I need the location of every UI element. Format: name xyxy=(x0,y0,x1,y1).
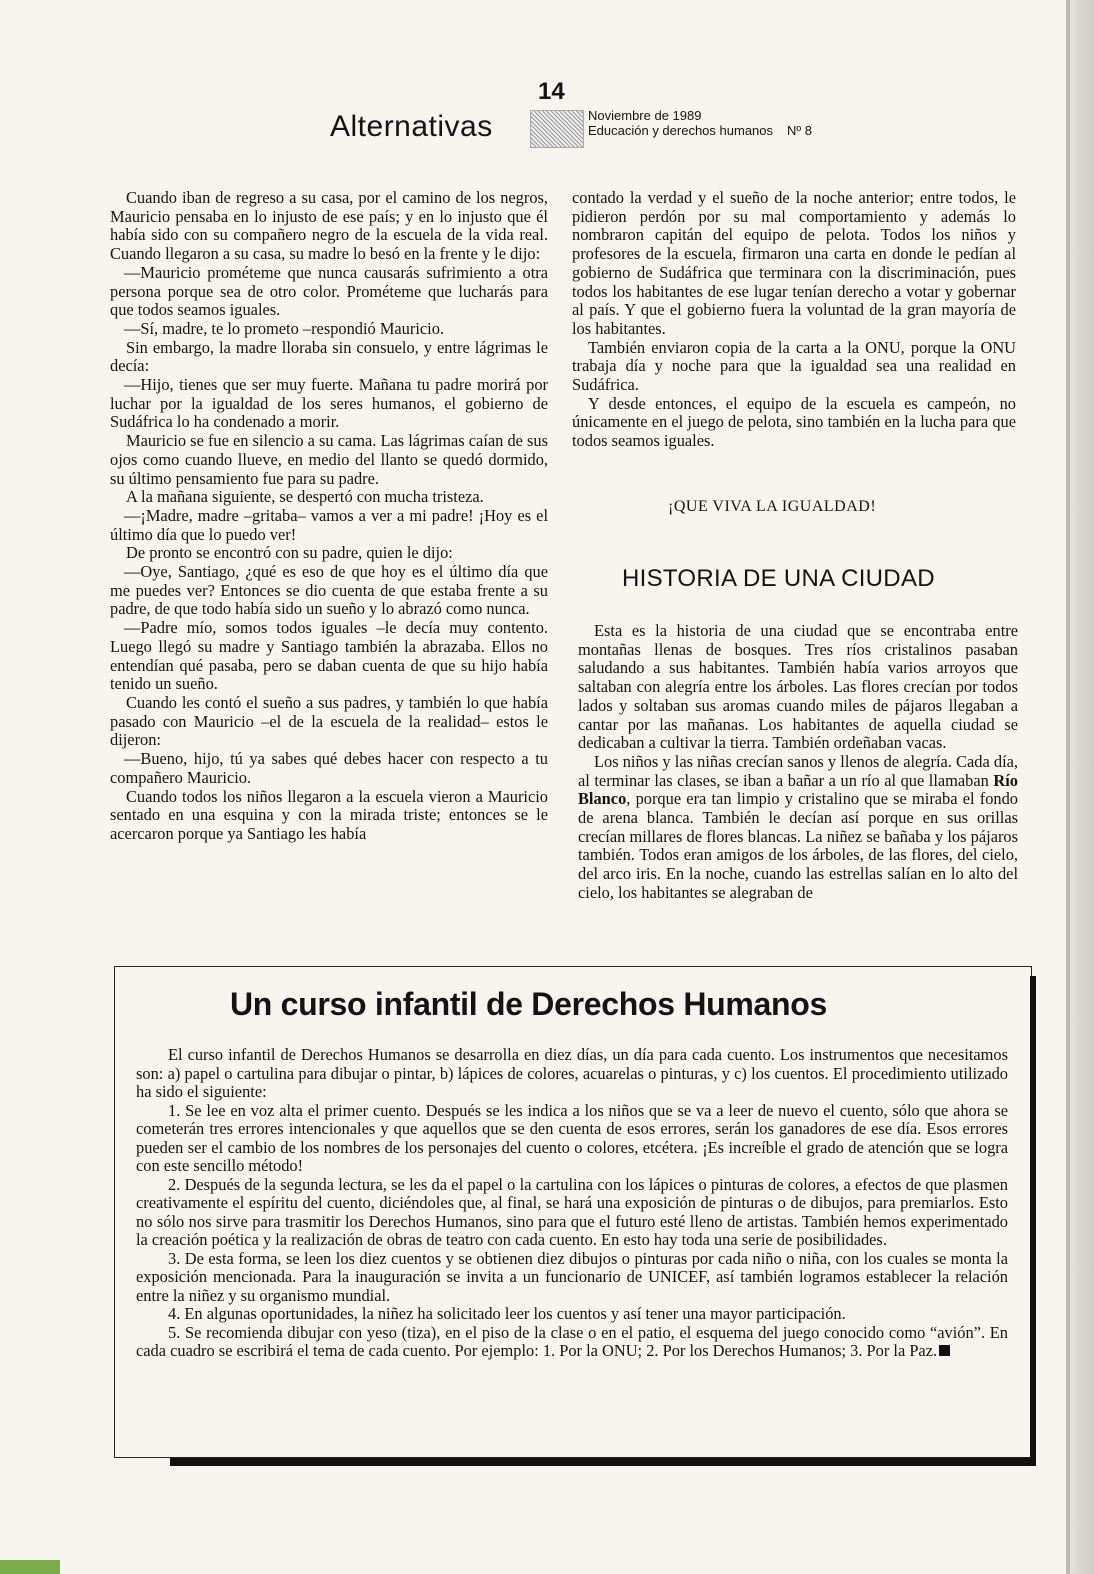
course-text: 5. Se recomienda dibujar con yeso (tiza), en el piso de la clase o en el patio, el esquema del juego conocido como “avión”. En cada cuadro se escribirá el tema de cada cuento. Por ejemplo: 1. Por la ONU; 2. Por los Derechos Humanos; 3. Por la Paz. xyxy=(136,1322,1008,1360)
city-story-column xyxy=(578,622,1018,903)
course-paragraph xyxy=(136,1324,1008,1361)
binding-strip xyxy=(0,1560,60,1574)
story-paragraph: —Sí, madre, te lo prometo –respondió Mauricio. xyxy=(124,318,445,338)
masthead-info xyxy=(588,108,812,138)
course-box-body xyxy=(136,1046,1008,1361)
story-paragraph: —Oye, Santiago, ¿qué es eso de que hoy es el último día que me puedes ver? Entonces se dio cuenta de que estaba frente a su padre, de que todo había sido un sueño y lo abrazó como nunca. xyxy=(110,562,548,619)
course-paragraph: 4. En algunas oportunidades, la niñez ha solicitado leer los cuentos y así tener una mayor participación. xyxy=(168,1304,846,1323)
end-mark-icon xyxy=(939,1345,950,1356)
page-edge xyxy=(1068,0,1094,1574)
story-paragraph: De pronto se encontró con su padre, quien le dijo: xyxy=(126,543,453,563)
course-paragraph: 2. Después de la segunda lectura, se les da el papel o la cartulina con los lápices o pinturas de colores, a efectos de que plasmen creativamente el espíritu del cuento, diciéndoles que, al final, se hará una exposición de pinturas o de dibujos, para premiarlos. Esto no sólo nos sirve para trasmitir los Derechos Humanos, sino para que el futuro esté lleno de artistas. También hemos experimentado la creación poética y la realización de obras de teatro con cada cuento. En esto hay toda una serie de posibilidades. xyxy=(136,1174,1008,1249)
page-edge-shadow xyxy=(1066,0,1070,1574)
section-row xyxy=(588,123,812,138)
city-text: Los niños y las niñas crecían sanos y llenos de alegría. Cada día, al terminar las clases, se iban a bañar a un río al que llamaban xyxy=(578,751,1018,790)
story-paragraph: —Mauricio prométeme que nunca causarás sufrimiento a otra persona porque sea de otro color. Prométeme que lucharás para que todos seamos iguales. xyxy=(110,262,548,320)
story-paragraph: —¡Madre, madre –gritaba– vamos a ver a mi padre! ¡Hoy es el último día que lo puedo ver! xyxy=(110,505,548,544)
page-number: 14 xyxy=(538,78,565,105)
story-paragraph: Mauricio se fue en silencio a su cama. Las lágrimas caían de sus ojos como cuando llueve, en medio del llanto se quedó dormido, su último pensamiento fue para su padre. xyxy=(110,431,548,488)
course-paragraph: 3. De esta forma, se leen los diez cuentos y se obtienen diez dibujos o pinturas por cada niño o niña, con los cuales se monta la exposición mencionada. Para la inauguración se invita a un funcionario de UNICEF, así también logramos establecer la relación entre la niñez y su organismo mundial. xyxy=(136,1248,1008,1305)
story-paragraph: Cuando les contó el sueño a sus padres, y también lo que había pasado con Mauricio –el de la escuela de la realidad– estos le dijeron: xyxy=(110,692,548,750)
story-paragraph: —Hijo, tienes que ser muy fuerte. Mañana tu padre morirá por luchar por la igualdad de los seres humanos, el gobierno de Sudáfrica lo ha condenado a morir. xyxy=(110,375,548,432)
course-paragraph: 1. Se lee en voz alta el primer cuento. Después se les indica a los niños que se va a leer de nuevo el cuento, sólo que ahora se cometerán tres errores intencionales y que aquellos que se den cuenta de esos errores, serán los ganadores de ese día. Esos errores pueden ser el cambio de los nombres de los personajes del cuento o colores, etcétera. ¡Es increíble el grado de atención que se logra con este sencillo método! xyxy=(136,1100,1008,1175)
story-paragraph: También enviaron copia de la carta a la ONU, porque la ONU trabaja día y noche para que la igualdad sea una realidad en Sudáfrica. xyxy=(572,337,1016,395)
story-paragraph: —Padre mío, somos todos iguales –le decía muy contento. Luego llegó su madre y Santiago también la abrazaba. Ellos no entendían qué pasaba, pero se daban cuenta de que su hijo había tenido un sueño. xyxy=(110,618,548,694)
story-slogan: ¡QUE VIVA LA IGUALDAD! xyxy=(668,498,877,515)
city-story-paragraph: Esta es la historia de una ciudad que se encontraba entre montañas llenas de bosques. Tres ríos cristalinos pasaban saludando a sus habitantes. También había varios arroyos que saltaban con alegría entre los árboles. Las flores crecían por todos lados y soltaban sus aromas cuando miles de pájaros llegaban a cantar por las mañanas. Los habitantes de aquella ciudad se dedicaban a cultivar la tierra. También ordeñaban vacas. xyxy=(578,621,1018,753)
section-heading: HISTORIA DE UNA CIUDAD xyxy=(622,565,935,592)
story-paragraph: A la mañana siguiente, se despertó con mucha tristeza. xyxy=(126,487,484,507)
story-paragraph: contado la verdad y el sueño de la noche anterior; entre todos, le pidieron perdón por su mal comportamiento y además lo nombraron capitán del equipo de pelota. Todos los niños y profesores de la escuela, firmaron una carta en donde le pedían al gobierno de Sudáfrica que terminara con la discriminación, pues todos los habitantes de ese lugar tenían derecho a votar y gobernar al país. Y que el gobierno fuera la voluntad de la gran mayoría de los habitantes. xyxy=(572,188,1016,338)
issue-date: Noviembre de 1989 xyxy=(588,108,702,123)
section-name: Educación y derechos humanos xyxy=(588,123,774,138)
masthead-pattern-block xyxy=(530,110,584,148)
river-name: Río Blanco xyxy=(578,770,1018,809)
course-paragraph: El curso infantil de Derechos Humanos se desarrolla en diez días, un día para cada cuento. Los instrumentos que necesitamos son: a) papel o cartulina para dibujar o pintar, b) lápices de colores, acuarelas o pinturas, y c) los cuentos. El procedimiento utilizado ha sido el siguiente: xyxy=(136,1045,1008,1101)
issue-number: Nº 8 xyxy=(787,123,812,138)
story-paragraph: Cuando iban de regreso a su casa, por el camino de los negros, Mauricio pensaba en lo injusto de ese país; y en lo injusto que él había sido con su compañero negro de la escuela de la vida real. Cuando llegaron a su casa, su madre lo besó en la frente y le dijo: xyxy=(110,188,548,264)
story-paragraph: Cuando todos los niños llegaron a la escuela vieron a Mauricio sentado en una esquina y con la mirada triste; entonces se le acercaron porque ya Santiago les había xyxy=(110,786,548,843)
story-paragraph: Y desde entonces, el equipo de la escuela es campeón, no únicamente en el juego de pelota, sino también en la lucha para que todos seamos iguales. xyxy=(572,393,1016,451)
story-paragraph: —Bueno, hijo, tú ya sabes qué debes hacer con respecto a tu compañero Mauricio. xyxy=(110,749,548,787)
story-paragraph: Sin embargo, la madre lloraba sin consuelo, y entre lágrimas le decía: xyxy=(110,337,548,376)
city-text: , porque era tan limpio y cristalino que se miraba el fondo de arena blanca. También le decían así porque en sus orillas crecían millares de flores blancas. La niñez se bañaba y los pájaros también. Todos eran amigos de los árboles, de las flores, del cielo, del arco iris. En la noche, cuando las estrellas salían en lo alto del cielo, los habitantes se alegraban de xyxy=(578,789,1018,902)
city-story-paragraph xyxy=(578,753,1018,903)
course-box-shadow xyxy=(1030,976,1036,1464)
publication-title: Alternativas xyxy=(330,110,493,143)
story-left-column xyxy=(110,189,548,844)
course-box-shadow xyxy=(170,1458,1036,1466)
course-box-title: Un curso infantil de Derechos Humanos xyxy=(230,986,828,1022)
story-right-column xyxy=(572,189,1016,451)
